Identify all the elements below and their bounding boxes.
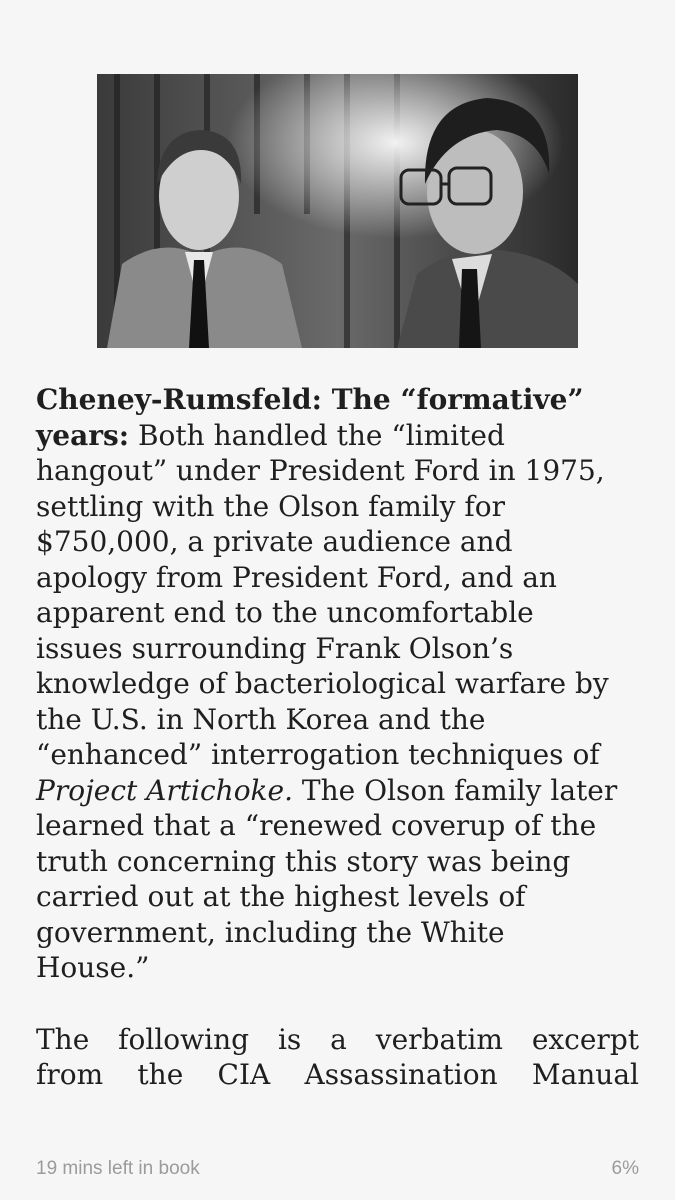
caption-text: issues surrounding Frank Olson’s: [36, 631, 514, 665]
caption-text: House.”: [36, 951, 150, 984]
caption-heading: years:: [36, 418, 130, 452]
caption-line: [36, 560, 639, 596]
photo-caption: [36, 382, 639, 986]
caption-text: learned that a “renewed coverup of the: [36, 809, 597, 842]
caption-line: [36, 595, 639, 631]
caption-line: [36, 382, 639, 418]
caption-text: the U.S. in North Korea and the: [36, 702, 486, 736]
caption-line: [36, 808, 639, 844]
book-photo: [97, 74, 578, 348]
caption-italic: Project Artichoke.: [36, 773, 293, 807]
caption-text: settling with the Olson family for: [36, 489, 505, 523]
caption-line: [36, 702, 639, 738]
time-left-label: 19 mins left in book: [36, 1158, 200, 1179]
caption-text: knowledge of bacteriological warfare by: [36, 667, 609, 700]
caption-text: hangout” under President Ford in 1975,: [36, 454, 605, 487]
caption-line: [36, 915, 639, 951]
excerpt-line-2: from the CIA Assassination Manual: [36, 1058, 639, 1091]
caption-text: apparent end to the uncomfortable: [36, 596, 534, 629]
caption-line: [36, 950, 639, 986]
caption-text: “enhanced” interrogation techniques of: [36, 738, 600, 771]
caption-heading: Cheney-Rumsfeld: The “formative”: [36, 383, 584, 416]
caption-text: Both handled the “limited: [129, 418, 505, 452]
excerpt-line-1: The following is a verbatim excerpt: [36, 1022, 639, 1056]
caption-line: [36, 773, 639, 809]
caption-text: $750,000, a private audience and: [36, 525, 513, 558]
caption-line: [36, 418, 639, 454]
caption-line: [36, 666, 639, 702]
caption-line: [36, 489, 639, 525]
caption-line: [36, 631, 639, 667]
caption-text: carried out at the highest levels of: [36, 880, 526, 913]
caption-line: [36, 737, 639, 773]
book-text: [36, 382, 639, 1093]
progress-percent: 6%: [611, 1158, 639, 1179]
excerpt-paragraph: [36, 1022, 639, 1093]
caption-line: [36, 453, 639, 489]
caption-text: truth concerning this story was being: [36, 844, 571, 878]
caption-text: government, including the White: [36, 915, 505, 949]
caption-line: [36, 844, 639, 880]
caption-line: [36, 524, 639, 560]
caption-text: The Olson family later: [293, 773, 618, 807]
caption-text: apology from President Ford, and an: [36, 560, 557, 594]
caption-line: [36, 879, 639, 915]
